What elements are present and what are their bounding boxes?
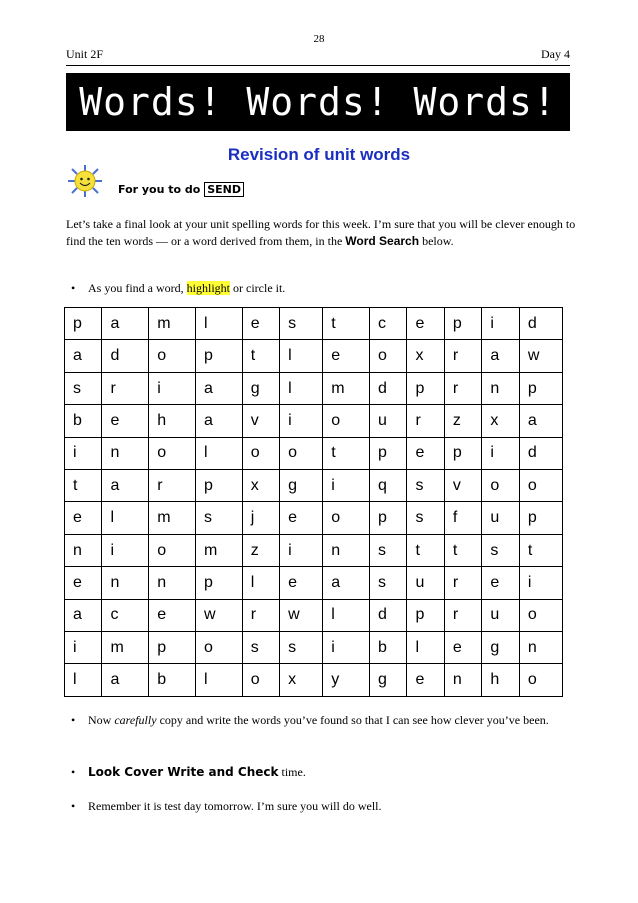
grid-cell: o [242,664,279,697]
grid-cell: d [369,599,406,631]
grid-cell: e [407,437,444,469]
grid-cell: r [444,340,481,372]
grid-cell: i [65,437,102,469]
grid-cell: a [65,340,102,372]
grid-cell: m [149,308,196,340]
grid-cell: w [195,599,242,631]
highlight-word: highlight [186,281,230,295]
grid-cell: w [280,599,323,631]
grid-cell: l [280,340,323,372]
grid-cell: q [369,470,406,502]
grid-cell: g [242,372,279,404]
grid-cell: r [407,405,444,437]
grid-cell: t [444,534,481,566]
grid-cell: l [407,632,444,664]
grid-cell: w [519,340,562,372]
grid-cell: e [280,567,323,599]
grid-cell: z [242,534,279,566]
grid-cell: x [242,470,279,502]
grid-cell: i [65,632,102,664]
grid-cell: i [280,534,323,566]
grid-cell: s [407,470,444,502]
grid-cell: i [482,437,519,469]
grid-cell: m [149,502,196,534]
grid-cell: o [519,599,562,631]
day-label: Day 4 [541,47,570,61]
grid-cell: x [280,664,323,697]
bullet-test-day [71,798,571,815]
bullet-dot: • [71,281,76,295]
grid-cell: i [482,308,519,340]
grid-cell: u [482,502,519,534]
grid-cell: i [149,372,196,404]
grid-row [65,599,563,631]
page-header [66,47,570,66]
look-cover-write-check: Look Cover Write and Check [88,765,279,779]
grid-cell: o [519,470,562,502]
grid-cell: e [102,405,149,437]
grid-cell: s [369,567,406,599]
grid-row [65,470,563,502]
grid-cell: l [195,308,242,340]
grid-cell: g [482,632,519,664]
grid-cell: p [195,470,242,502]
grid-cell: t [242,340,279,372]
grid-cell: p [519,372,562,404]
grid-cell: n [323,534,370,566]
grid-cell: n [65,534,102,566]
grid-cell: p [407,372,444,404]
grid-cell: t [65,470,102,502]
grid-cell: r [242,599,279,631]
grid-cell: u [407,567,444,599]
grid-cell: p [444,308,481,340]
grid-cell: n [102,567,149,599]
grid-cell: e [65,567,102,599]
grid-row [65,632,563,664]
intro-paragraph [66,216,576,250]
grid-cell: s [369,534,406,566]
grid-cell: o [323,405,370,437]
grid-cell: s [65,372,102,404]
grid-row [65,308,563,340]
grid-cell: o [242,437,279,469]
grid-cell: g [369,664,406,697]
grid-cell: r [444,372,481,404]
grid-cell: h [482,664,519,697]
grid-cell: i [280,405,323,437]
grid-row [65,567,563,599]
word-search-label: Word Search [345,234,420,248]
grid-cell: a [519,405,562,437]
bullet1-pre: As you find a word, [88,281,187,295]
grid-row [65,372,563,404]
grid-cell: o [369,340,406,372]
word-search-grid [64,307,563,697]
grid-cell: o [323,502,370,534]
grid-cell: x [482,405,519,437]
grid-cell: p [149,632,196,664]
grid-cell: p [444,437,481,469]
grid-cell: c [369,308,406,340]
grid-cell: e [242,308,279,340]
grid-row [65,437,563,469]
grid-cell: c [102,599,149,631]
grid-cell: e [280,502,323,534]
grid-cell: b [149,664,196,697]
grid-cell: v [242,405,279,437]
grid-cell: s [242,632,279,664]
grid-row [65,534,563,566]
grid-cell: d [369,372,406,404]
grid-cell: a [323,567,370,599]
grid-cell: b [369,632,406,664]
grid-cell: t [323,437,370,469]
grid-cell: p [195,567,242,599]
bullet-text [88,280,285,297]
grid-cell: i [519,567,562,599]
grid-cell: n [102,437,149,469]
page-number: 28 [313,33,325,45]
grid-cell: o [149,534,196,566]
grid-cell: p [65,308,102,340]
bullet-text [88,712,549,729]
grid-cell: t [519,534,562,566]
grid-cell: a [102,470,149,502]
grid-cell: e [65,502,102,534]
grid-cell: o [149,437,196,469]
grid-row [65,340,563,372]
grid-cell: z [444,405,481,437]
grid-row [65,405,563,437]
grid-cell: t [407,534,444,566]
grid-cell: o [519,664,562,697]
bullet-dot: • [71,713,76,727]
grid-cell: j [242,502,279,534]
grid-cell: e [323,340,370,372]
grid-cell: p [369,502,406,534]
grid-cell: l [65,664,102,697]
grid-cell: l [323,599,370,631]
grid-cell: s [280,308,323,340]
grid-cell: e [149,599,196,631]
grid-cell: e [407,664,444,697]
grid-cell: u [482,599,519,631]
grid-cell: o [482,470,519,502]
bullet-dot: • [71,765,76,779]
bullet-copy [71,712,571,729]
grid-cell: p [407,599,444,631]
grid-cell: m [195,534,242,566]
grid-cell: o [149,340,196,372]
bullet-dot: • [71,799,76,813]
grid-row [65,664,563,697]
banner-title: Words! Words! Words! [66,73,570,131]
grid-cell: e [444,632,481,664]
grid-cell: p [195,340,242,372]
grid-cell: e [482,567,519,599]
grid-cell: i [323,470,370,502]
bullet-text: Remember it is test day tomorrow. I’m sure you will do well. [88,799,382,813]
grid-row [65,502,563,534]
grid-cell: a [65,599,102,631]
grid-cell: x [407,340,444,372]
grid-cell: d [519,437,562,469]
for-you-to-do [118,183,244,196]
grid-cell: h [149,405,196,437]
intro-text: Let’s take a final look at your unit spelling words for this week. I’m sure that you will be clever enough to find the ten words — or a word derived from them, in the [66,217,576,248]
grid-cell: u [369,405,406,437]
grid-cell: a [482,340,519,372]
bullet-highlight [71,280,571,297]
grid-cell: l [280,372,323,404]
grid-cell: t [323,308,370,340]
grid-cell: d [102,340,149,372]
grid-cell: r [102,372,149,404]
for-you-label: For you to do [118,183,201,196]
grid-cell: n [444,664,481,697]
grid-cell: b [65,405,102,437]
grid-cell: l [242,567,279,599]
grid-cell: v [444,470,481,502]
bullet1-post: or circle it. [230,281,286,295]
grid-cell: a [102,664,149,697]
subtitle: Revision of unit words [227,145,411,164]
grid-cell: m [323,372,370,404]
bullet2-post: copy and write the words you’ve found so that I can see how clever you’ve been. [156,713,549,727]
grid-cell: n [482,372,519,404]
grid-cell: o [195,632,242,664]
grid-cell: p [369,437,406,469]
grid-cell: r [149,470,196,502]
grid-cell: d [519,308,562,340]
grid-cell: p [519,502,562,534]
grid-cell: n [149,567,196,599]
grid-cell: s [195,502,242,534]
smiling-sun-icon [64,164,106,198]
grid-cell: n [519,632,562,664]
grid-cell: l [102,502,149,534]
bullet2-pre: Now [88,713,115,727]
grid-cell: s [482,534,519,566]
grid-cell: l [195,437,242,469]
send-badge: SEND [204,182,244,197]
grid-cell: s [407,502,444,534]
grid-cell: a [195,405,242,437]
bullet-look-cover [71,764,571,781]
grid-cell: e [407,308,444,340]
grid-cell: f [444,502,481,534]
grid-cell: o [280,437,323,469]
grid-cell: i [323,632,370,664]
grid-cell: s [280,632,323,664]
intro-text-end: below. [419,234,454,248]
grid-cell: i [102,534,149,566]
grid-cell: y [323,664,370,697]
bullet-text [88,764,306,781]
grid-cell: l [195,664,242,697]
grid-cell: r [444,599,481,631]
grid-cell: r [444,567,481,599]
grid-cell: g [280,470,323,502]
grid-cell: a [102,308,149,340]
grid-cell: m [102,632,149,664]
bullet2-italic: carefully [114,713,157,727]
grid-cell: a [195,372,242,404]
bullet3-post: time. [278,765,306,779]
unit-label: Unit 2F [66,47,104,61]
